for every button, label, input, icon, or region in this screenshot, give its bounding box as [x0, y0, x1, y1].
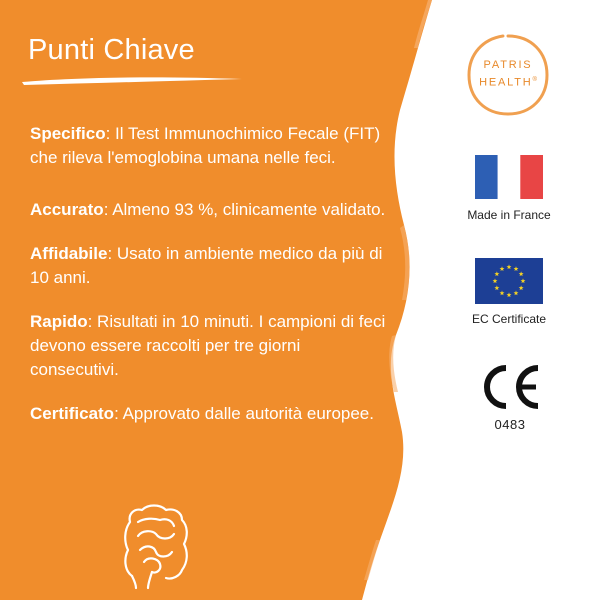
ce-number: 0483: [494, 417, 526, 432]
ec-certificate-label: EC Certificate: [471, 312, 547, 326]
point-term: Certificato: [30, 404, 115, 423]
point-affidabile: [30, 242, 390, 290]
point-term: Rapido: [30, 312, 88, 331]
title-underline: [20, 73, 245, 87]
france-flag-icon: [475, 155, 543, 199]
point-term: Accurato: [30, 200, 104, 219]
logo-line-patris: PATRIS: [483, 59, 533, 71]
point-term: Affidabile: [30, 244, 108, 263]
key-points-list: [30, 122, 390, 446]
logo-line-health: HEALTH®: [479, 76, 537, 89]
point-text: : Risultati in 10 minuti. I campioni di feci devono essere raccolti per tre giorni consecutivi.: [30, 312, 386, 379]
registered-mark: ®: [532, 77, 537, 83]
point-accurato: [30, 198, 390, 222]
eu-flag-icon: [475, 258, 543, 304]
made-in-france-label: Made in France: [467, 208, 551, 222]
ce-mark-icon: [478, 362, 544, 412]
intestine-icon: [118, 500, 194, 590]
point-text: : Almeno 93 %, clinicamente validato.: [103, 200, 386, 219]
point-text: : Usato in ambiente medico da più di 10 anni.: [30, 244, 383, 287]
point-term: Specifico: [30, 124, 106, 143]
point-text: : Approvato dalle autorità europee.: [114, 404, 374, 423]
page-title: Punti Chiave: [28, 34, 195, 66]
point-text: : Il Test Immunochimico Fecale (FIT) che rileva l'emoglobina umana nelle feci.: [30, 124, 381, 167]
point-rapido: [30, 310, 390, 382]
point-certificato: [30, 402, 390, 426]
point-specifico: [30, 122, 390, 170]
logo-text: [463, 58, 553, 91]
